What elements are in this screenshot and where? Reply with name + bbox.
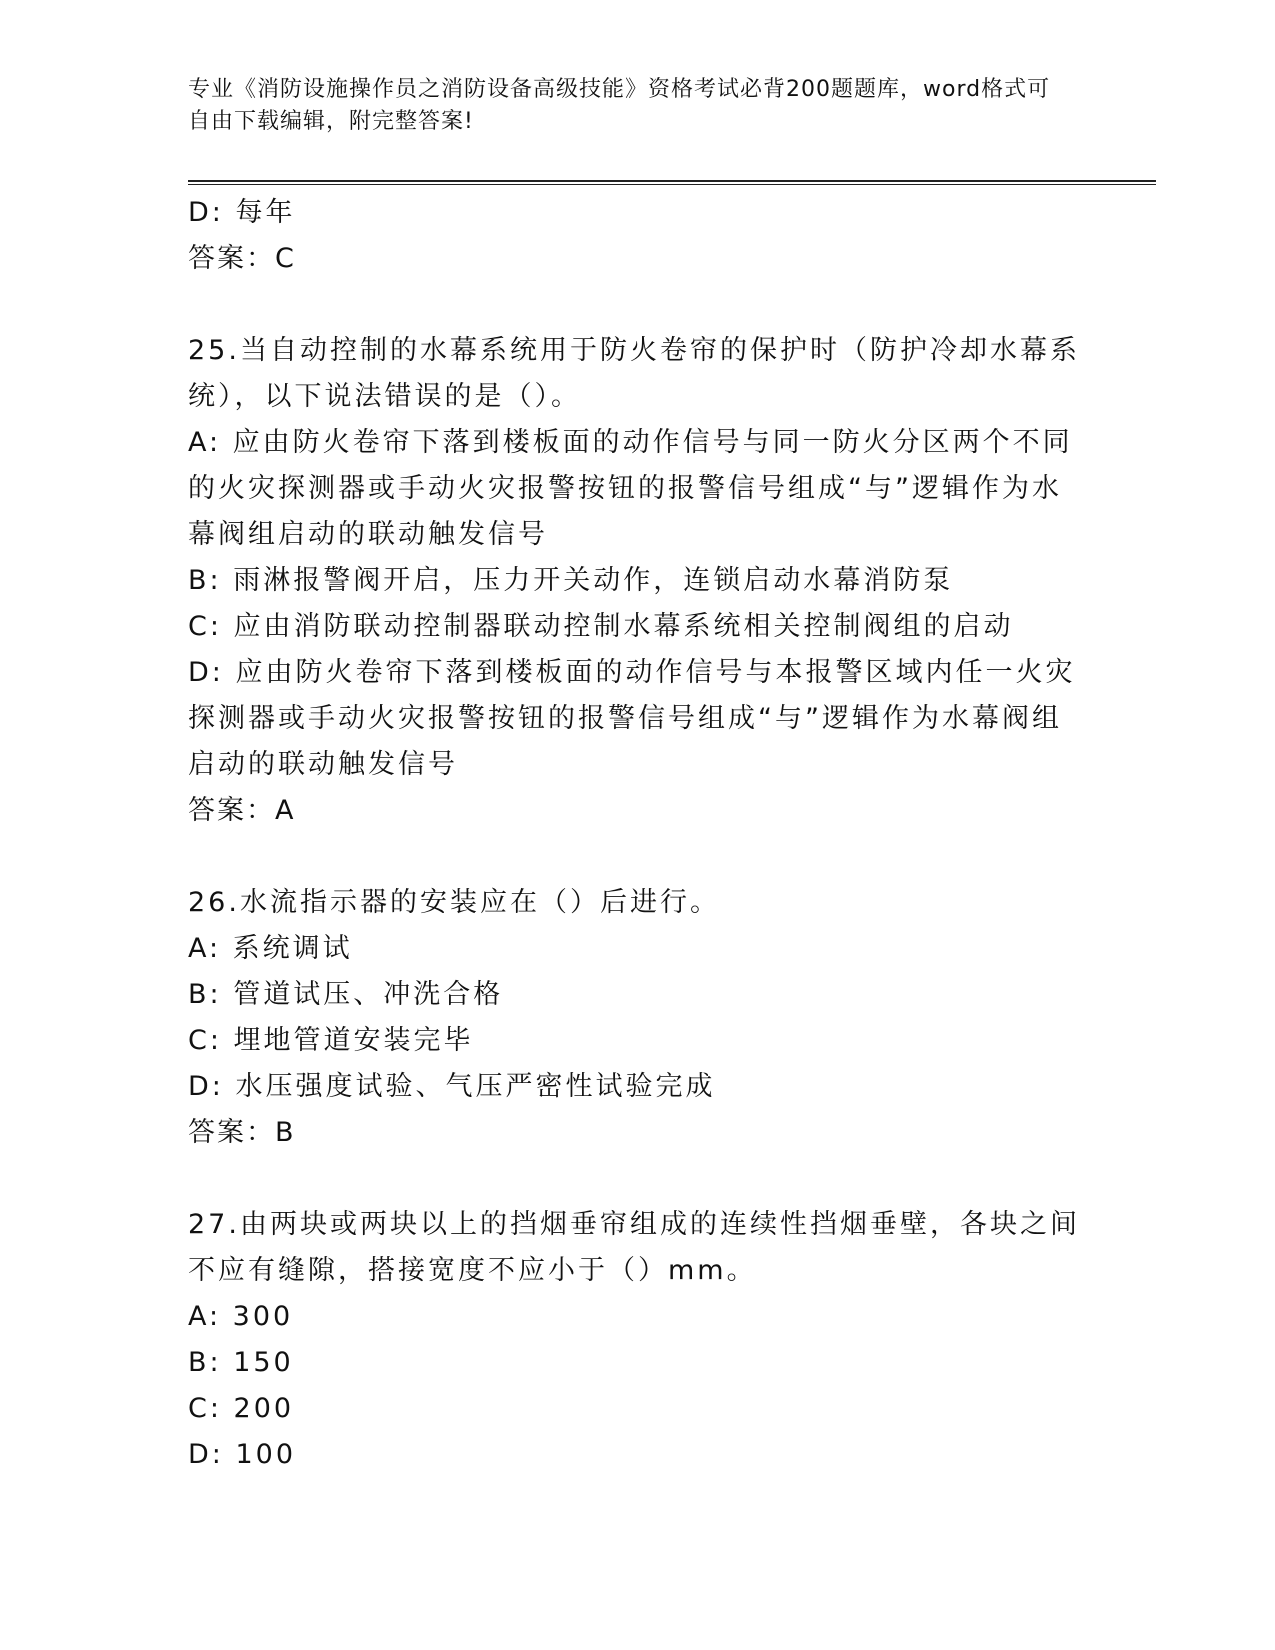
option-a: A: 应由防火卷帘下落到楼板面的动作信号与同一防火分区两个不同的火灾探测器或手动火灾报警按钮的报警信号组成“与”逻辑作为水幕阀组启动的联动触发信号 — [188, 427, 1073, 550]
prev-option-d: D: 每年 — [188, 197, 296, 228]
option-d: D: 应由防火卷帘下落到楼板面的动作信号与本报警区域内任一火灾探测器或手动火灾报警按钮的报警信号组成“与”逻辑作为水幕阀组启动的联动触发信号 — [188, 657, 1076, 780]
option-a: A: 300 — [188, 1301, 294, 1332]
header-rule-thick — [188, 180, 1156, 182]
question-26 — [188, 880, 1088, 1156]
question-25 — [188, 328, 1088, 834]
option-d: D: 水压强度试验、气压严密性试验完成 — [188, 1071, 716, 1102]
question-27 — [188, 1202, 1088, 1478]
option-b: B: 雨淋报警阀开启，压力开关动作，连锁启动水幕消防泵 — [188, 565, 954, 596]
question-stem: 26.水流指示器的安装应在（）后进行。 — [188, 887, 720, 918]
question-content — [188, 190, 1088, 1478]
spacer — [188, 1156, 1088, 1202]
question-stem: 27.由两块或两块以上的挡烟垂帘组成的连续性挡烟垂壁，各块之间不应有缝隙，搭接宽度不应小于（）mm。 — [188, 1209, 1080, 1286]
option-d: D: 100 — [188, 1439, 297, 1470]
option-b: B: 150 — [188, 1347, 294, 1378]
header-rule-thin — [188, 184, 1156, 185]
document-header: 专业《消防设施操作员之消防设备高级技能》资格考试必背200题题库，word格式可自由下载编辑，附完整答案! — [188, 77, 1051, 134]
option-c: C: 应由消防联动控制器联动控制水幕系统相关控制阀组的启动 — [188, 611, 1014, 642]
question-stem: 25.当自动控制的水幕系统用于防火卷帘的保护时（防护冷却水幕系统），以下说法错误的是（）。 — [188, 335, 1080, 412]
option-a: A: 系统调试 — [188, 933, 353, 964]
answer: 答案：B — [188, 1117, 296, 1148]
option-c: C: 埋地管道安装完毕 — [188, 1025, 474, 1056]
prev-answer: 答案：C — [188, 243, 296, 274]
option-c: C: 200 — [188, 1393, 295, 1424]
answer: 答案：A — [188, 795, 296, 826]
spacer — [188, 834, 1088, 880]
spacer — [188, 282, 1088, 328]
option-b: B: 管道试压、冲洗合格 — [188, 979, 504, 1010]
